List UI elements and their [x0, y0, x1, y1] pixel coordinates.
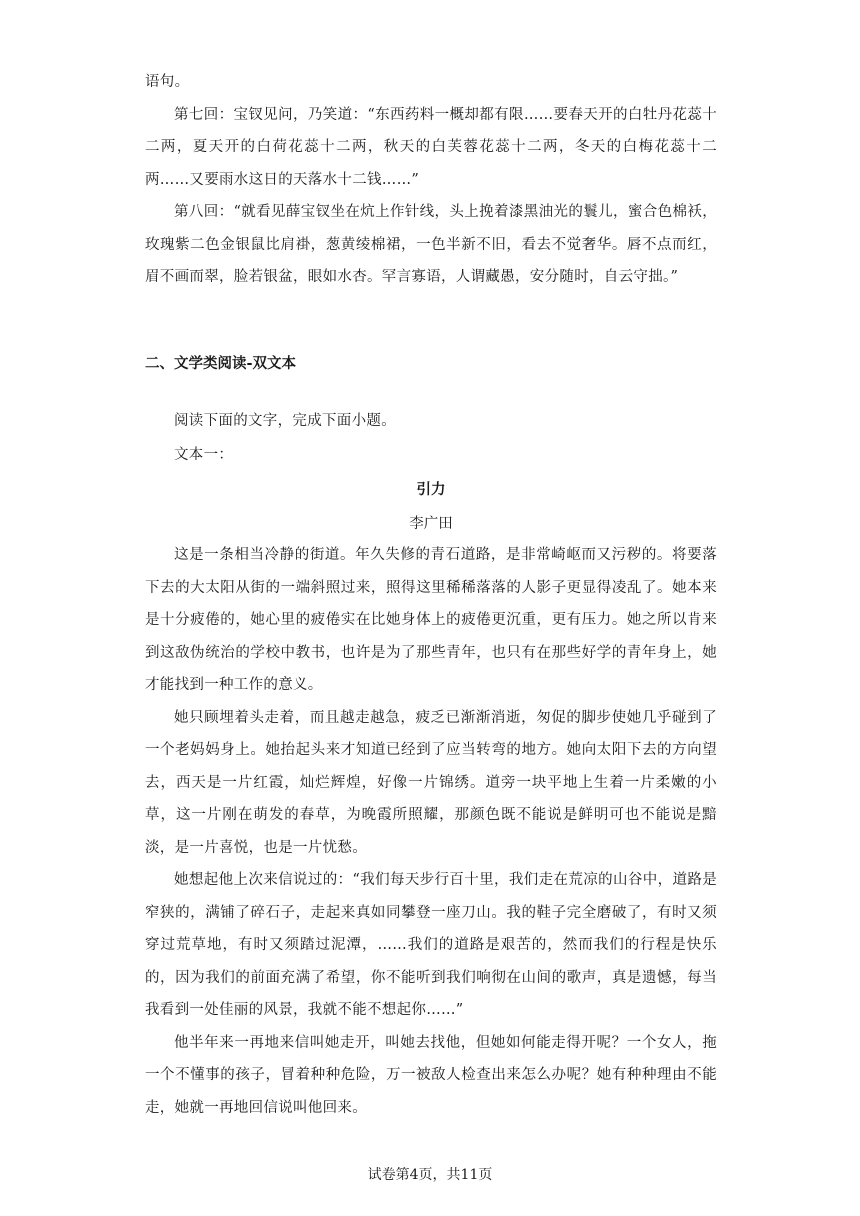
text-one-label: 文本一：: [174, 447, 234, 463]
article-paragraph: 这是一条相当冷静的街道。年久失修的青石道路，是非常崎岖而又污秽的。将要落下去的大太阳从街的一端斜照过来，照得这里稀稀落落的人影子更显得凌乱了。她本来是十分疲倦的，她心里的疲倦实在比她身体上的疲倦更沉重，更有压力。她之所以肯来到这敌伪统治的学校中教书，也许是为了那些青年，也只有在那些好学的青年身上，她才能找到一种工作的意义。: [145, 547, 717, 693]
paragraph-chapter-7: 第七回：宝钗见问，乃笑道：“东西药料一概却都有限……要春天开的白牡丹花蕊十二两，夏天开的白荷花蕊十二两，秋天的白芙蓉花蕊十二两，冬天的白梅花蕊十二两……又要雨水这日的天落水十二钱……”: [145, 106, 717, 188]
article-author: 李广田: [409, 516, 453, 532]
article-paragraph: 她想起他上次来信说过的：“我们每天步行百十里，我们走在荒凉的山谷中，道路是窄狭的，满铺了碎石子，走起来真如同攀登一座刀山。我的鞋子完全磨破了，有时又须穿过荒草地，有时又须踏过泥潭，……我们的道路是艰苦的，然而我们的行程是快乐的，因为我们的前面充满了希望，你不能听到我们响彻在山间的歌声，真是遗憾，每当我看到一处佳丽的风景，我就不能不想起你……”: [145, 872, 717, 1018]
top-text-block: [145, 66, 717, 294]
page-footer: 试卷第4页，共11页: [367, 1167, 493, 1183]
article-paragraph: 他半年来一再地来信叫她走开，叫她去找他，但她如何能走得开呢？一个女人，拖一个不懂事的孩子，冒着种种危险，万一被敌人检查出来怎么办呢？她有种种理由不能走，她就一再地回信说叫他回来。: [145, 1034, 717, 1116]
section-intro: [145, 404, 717, 472]
instruction-text: 阅读下面的文字，完成下面小题。: [174, 413, 396, 429]
article-paragraph: 她只顾埋着头走着，而且越走越急，疲乏已渐渐消逝，匆促的脚步使她几乎碰到了一个老妈妈身上。她抬起头来才知道已经到了应当转弯的地方。她向太阳下去的方向望去，西天是一片红霞，灿烂辉煌，好像一片锦绣。道旁一块平地上生着一片柔嫩的小草，这一片刚在萌发的春草，为晚霞所照耀，那颜色既不能说是鲜明可也不能说是黯淡，是一片喜悦，也是一片忧愁。: [145, 709, 717, 856]
paragraph-chapter-8: 第八回：“就看见薛宝钗坐在炕上作针线，头上挽着漆黑油光的鬟儿，蜜合色棉袄，玫瑰紫二色金银鼠比肩褂，葱黄绫棉裙，一色半新不旧，看去不觉奢华。唇不点而红，眉不画而翠，脸若银盆，眼如水杏。罕言寡语，人谓藏愚，安分随时，自云守拙。”: [145, 204, 717, 285]
article-title: 引力: [416, 482, 446, 498]
paragraph-continuation: 语句。: [145, 74, 190, 90]
article-body: [145, 539, 717, 1124]
section-heading: 二、文学类阅读-双文本: [145, 356, 297, 372]
